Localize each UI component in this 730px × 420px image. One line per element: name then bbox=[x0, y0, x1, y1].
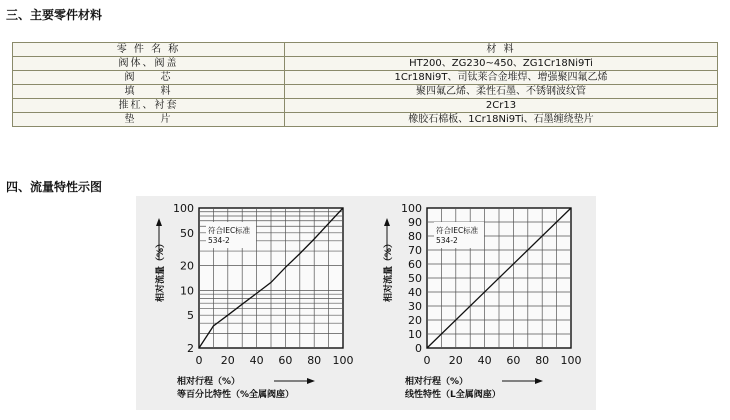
annotation-text: 符合IEC标准 bbox=[436, 226, 479, 235]
flow-characteristic-figure bbox=[136, 196, 596, 410]
x-tick-label: 60 bbox=[506, 354, 521, 367]
x-tick-label: 60 bbox=[278, 354, 293, 367]
header-material: 材 料 bbox=[285, 43, 718, 57]
chart-caption: 线性特性（L全属阀座） bbox=[405, 390, 501, 400]
material-cell: HT200、ZG230~450、ZG1Cr18Ni9Ti bbox=[285, 57, 718, 71]
part-name-cell: 填 料 bbox=[13, 85, 285, 99]
y-tick-label: 100 bbox=[173, 202, 194, 215]
x-tick-label: 0 bbox=[423, 354, 431, 367]
annotation-text: 534-2 bbox=[436, 236, 458, 245]
flow-charts-svg bbox=[136, 196, 596, 410]
section-title-parts: 三、主要零件材料 bbox=[6, 8, 103, 22]
y-axis-arrowhead bbox=[384, 218, 390, 226]
x-tick-label: 40 bbox=[249, 354, 264, 367]
table-row bbox=[13, 71, 718, 85]
y-tick-label: 2 bbox=[187, 342, 194, 355]
parts-materials-table bbox=[12, 42, 718, 127]
y-tick-label: 90 bbox=[408, 216, 422, 229]
y-tick-label: 5 bbox=[187, 309, 194, 323]
y-tick-label: 10 bbox=[180, 284, 194, 298]
x-axis-label: 相对行程（%） bbox=[405, 377, 469, 387]
y-tick-label: 100 bbox=[401, 202, 422, 215]
table-row bbox=[13, 99, 718, 113]
part-name-cell: 推杠、衬套 bbox=[13, 99, 285, 113]
part-name-cell: 阀体、阀盖 bbox=[13, 57, 285, 71]
y-tick-label: 20 bbox=[180, 259, 194, 273]
y-tick-label: 0 bbox=[415, 342, 422, 355]
y-tick-label: 10 bbox=[408, 328, 422, 341]
x-axis-arrowhead bbox=[535, 378, 543, 384]
annotation-text: 534-2 bbox=[208, 236, 230, 245]
y-tick-label: 20 bbox=[408, 314, 422, 327]
chart-2 bbox=[382, 202, 582, 400]
x-tick-label: 40 bbox=[477, 354, 492, 367]
y-tick-label: 50 bbox=[408, 272, 422, 285]
material-cell: 聚四氟乙烯、柔性石墨、不锈钢波纹管 bbox=[285, 85, 718, 99]
x-tick-label: 80 bbox=[535, 354, 550, 367]
x-tick-label: 20 bbox=[220, 354, 235, 367]
y-axis-label: 相对流量（%） bbox=[156, 238, 166, 302]
part-name-cell: 阀 芯 bbox=[13, 71, 285, 85]
y-tick-label: 70 bbox=[408, 244, 422, 257]
y-tick-label: 50 bbox=[180, 226, 194, 240]
material-cell: 1Cr18Ni9T、司钛莱合金堆焊、增强聚四氟乙烯 bbox=[285, 71, 718, 85]
table-header-row bbox=[13, 43, 718, 57]
x-tick-label: 80 bbox=[307, 354, 322, 367]
x-tick-label: 100 bbox=[332, 354, 354, 367]
material-cell: 2Cr13 bbox=[285, 99, 718, 113]
x-tick-label: 0 bbox=[195, 354, 203, 367]
y-tick-label: 80 bbox=[408, 230, 422, 243]
chart-1 bbox=[154, 202, 354, 400]
header-part-name: 零 件 名 称 bbox=[13, 43, 285, 57]
annotation-text: 符合IEC标准 bbox=[208, 226, 251, 235]
y-tick-label: 40 bbox=[408, 286, 422, 299]
y-axis-label: 相对流量（%） bbox=[384, 238, 394, 302]
y-axis-arrowhead bbox=[156, 218, 162, 226]
x-axis-label: 相对行程（%） bbox=[177, 377, 241, 387]
table-row bbox=[13, 57, 718, 71]
x-axis-arrowhead bbox=[307, 378, 315, 384]
chart-caption: 等百分比特性（%全属阀座） bbox=[177, 390, 295, 400]
y-tick-label: 60 bbox=[408, 258, 422, 271]
x-tick-label: 20 bbox=[448, 354, 463, 367]
x-tick-label: 100 bbox=[560, 354, 582, 367]
section-title-flow: 四、流量特性示图 bbox=[6, 180, 103, 194]
table-row bbox=[13, 113, 718, 127]
table-row bbox=[13, 85, 718, 99]
y-tick-label: 30 bbox=[408, 300, 422, 313]
part-name-cell: 垫 片 bbox=[13, 113, 285, 127]
material-cell: 橡胶石棉板、1Cr18Ni9Ti、石墨缠绕垫片 bbox=[285, 113, 718, 127]
